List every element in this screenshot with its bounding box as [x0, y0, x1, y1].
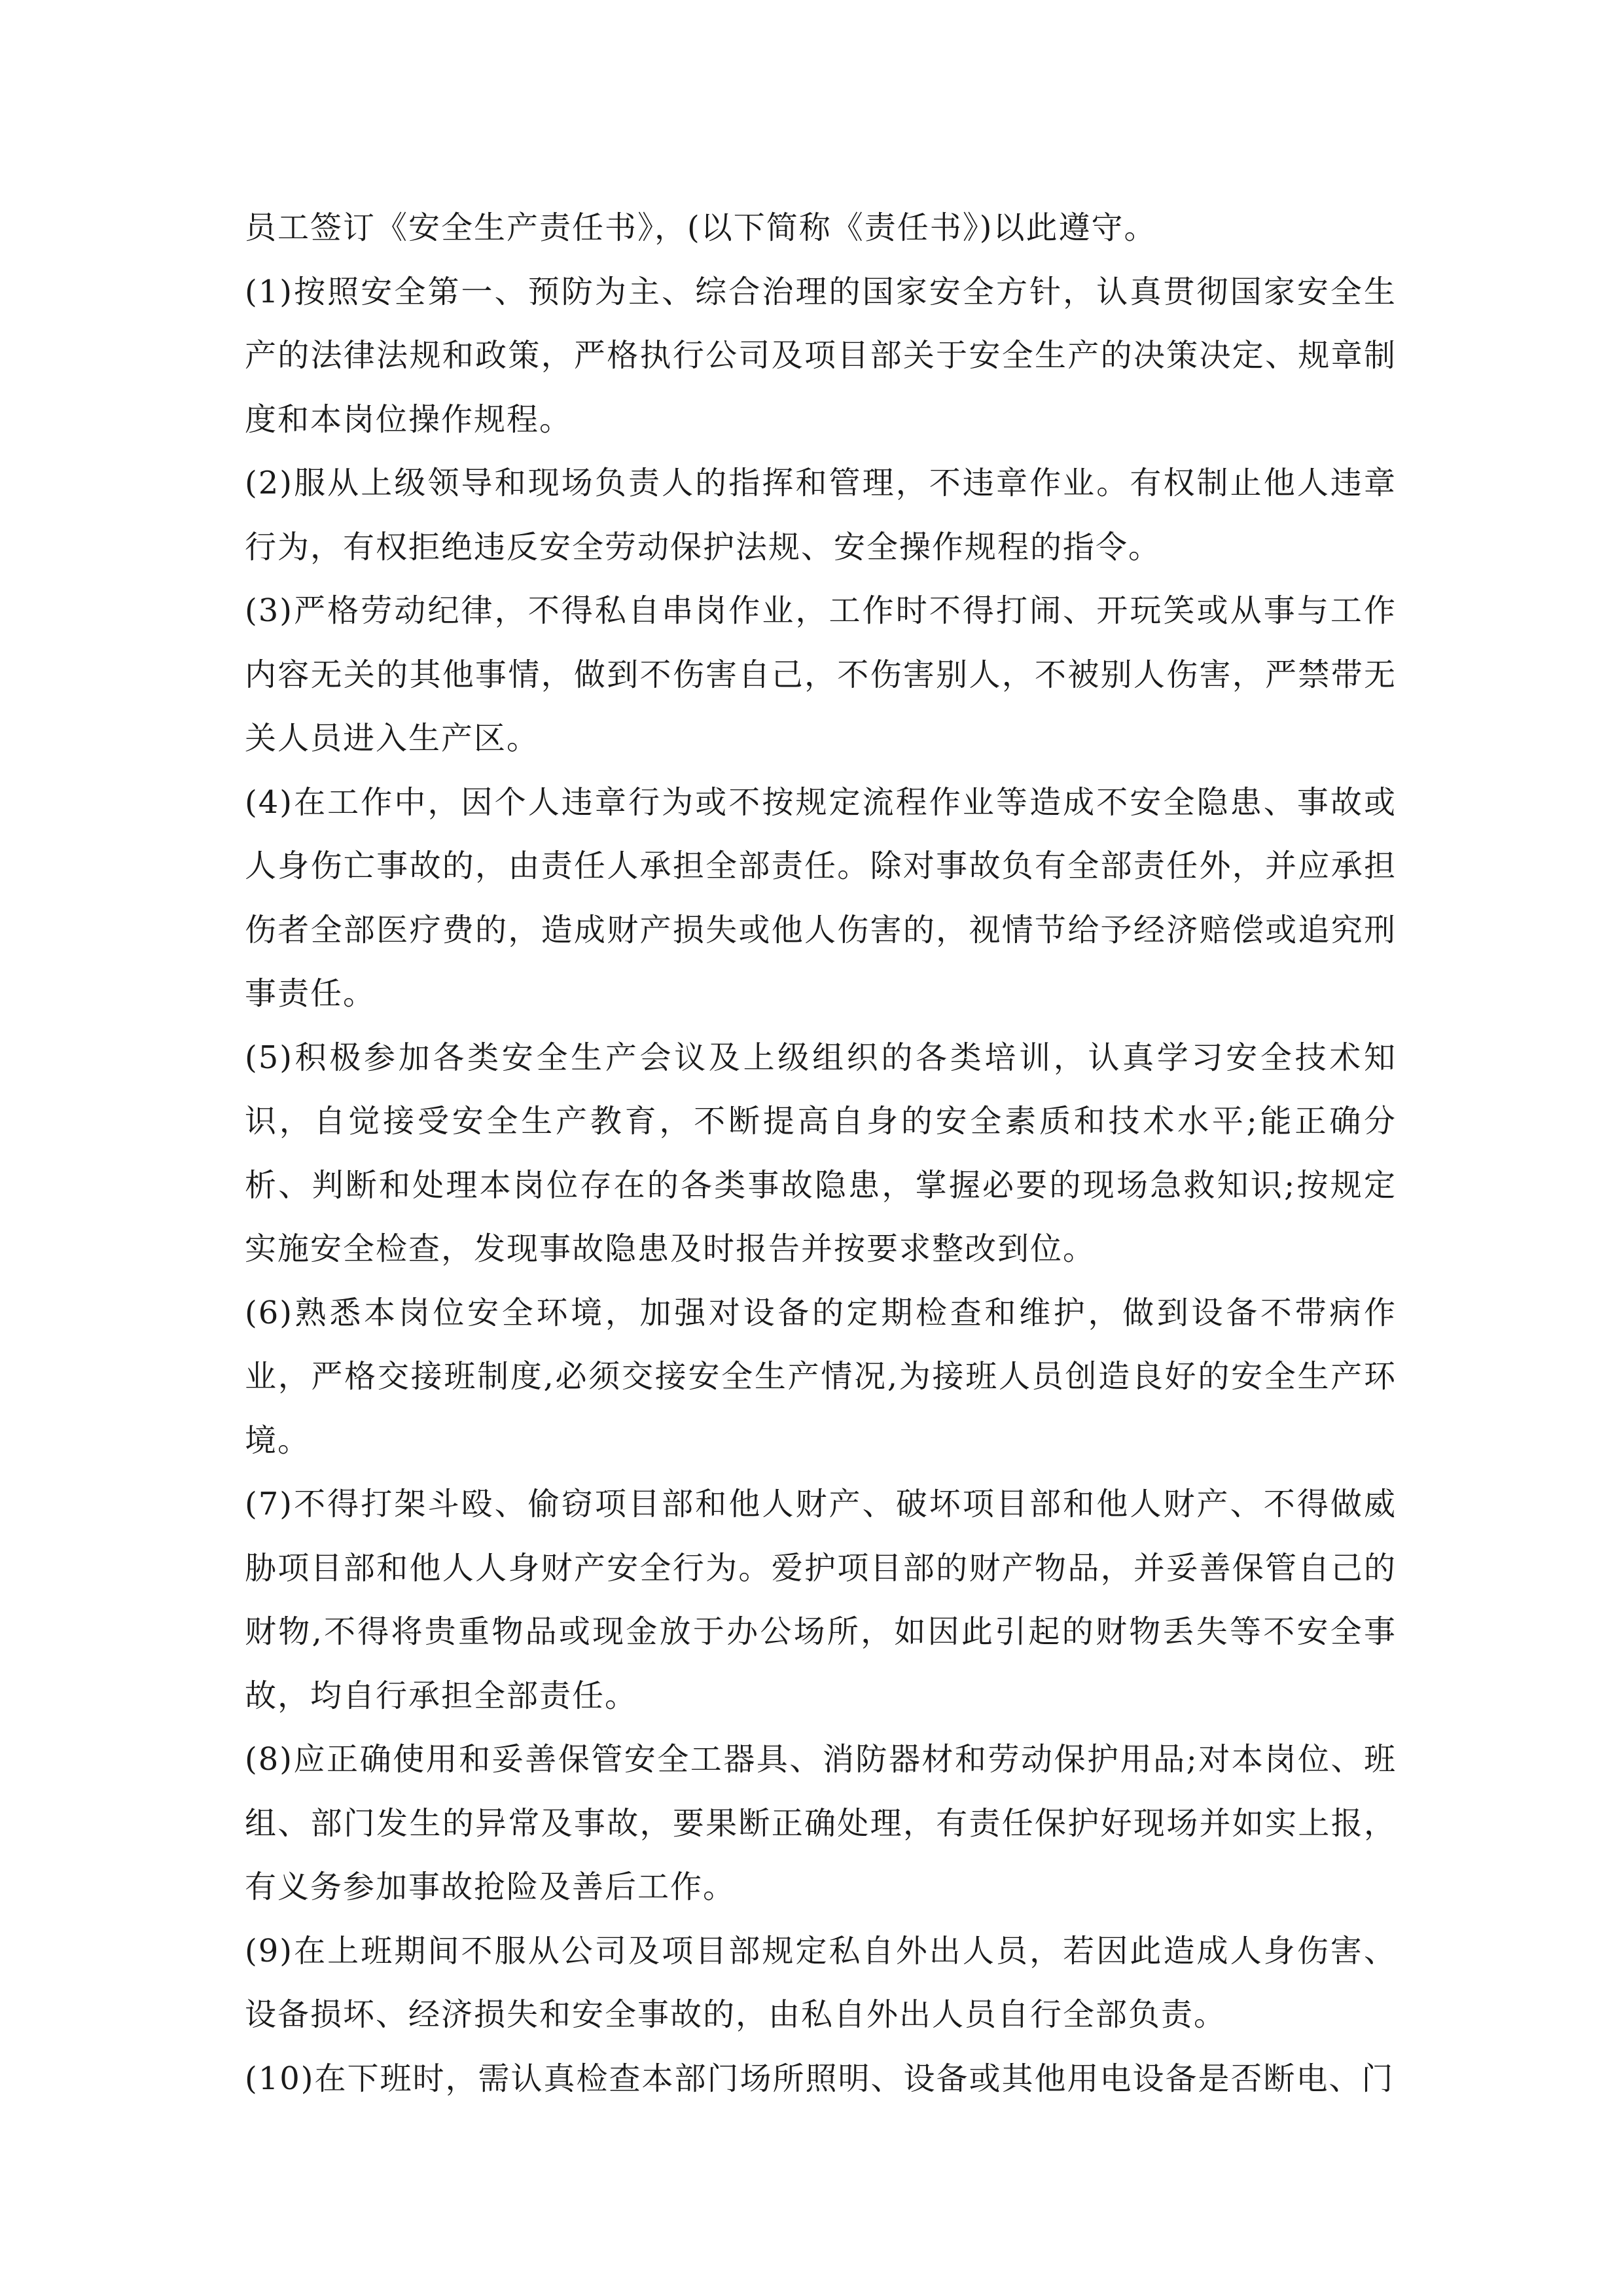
paragraph-clause-7: (7)不得打架斗殴、偷窃项目部和他人财产、破坏项目部和他人财产、不得做威胁项目部和他人人身财产安全行为。爱护项目部的财产物品，并妥善保管自己的财物,不得将贵重物品或现金放于办公场所，如因此引起的财物丢失等不安全事故，均自行承担全部责任。: [245, 1486, 1397, 1714]
paragraph-clause-4: (4)在工作中，因个人违章行为或不按规定流程作业等造成不安全隐患、事故或人身伤亡事故的，由责任人承担全部责任。除对事故负有全部责任外，并应承担伤者全部医疗费的，造成财产损失或他人伤害的，视情节给予经济赔偿或追究刑事责任。: [245, 783, 1397, 1012]
paragraph-clause-9: (9)在上班期间不服从公司及项目部规定私自外出人员，若因此造成人身伤害、设备损坏、经济损失和安全事故的，由私自外出人员自行全部负责。: [245, 1932, 1397, 2033]
paragraph-clause-2: (2)服从上级领导和现场负责人的指挥和管理，不违章作业。有权制止他人违章行为，有权拒绝违反安全劳动保护法规、安全操作规程的指令。: [245, 465, 1397, 565]
paragraph-clause-1: (1)按照安全第一、预防为主、综合治理的国家安全方针，认真贯彻国家安全生产的法律法规和政策，严格执行公司及项目部关于安全生产的决策决定、规章制度和本岗位操作规程。: [245, 273, 1397, 438]
paragraph-clause-8: (8)应正确使用和妥善保管安全工器具、消防器材和劳动保护用品;对本岗位、班组、部门发生的异常及事故，要果断正确处理，有责任保护好现场并如实上报，有义务参加事故抢险及善后工作。: [245, 1741, 1397, 1905]
paragraph-clause-10: (10)在下班时，需认真检查本部门场所照明、设备或其他用电设备是否断电、门: [245, 2060, 1395, 2097]
paragraph-intro: 员工签订《安全生产责任书》，(以下简称《责任书》)以此遵守。: [245, 209, 1157, 246]
paragraph-clause-5: (5)积极参加各类安全生产会议及上级组织的各类培训，认真学习安全技术知识，自觉接受安全生产教育，不断提高自身的安全素质和技术水平;能正确分析、判断和处理本岗位存在的各类事故隐患，掌握必要的现场急救知识;按规定实施安全检查，发现事故隐患及时报告并按要求整改到位。: [245, 1039, 1397, 1267]
paragraph-clause-6: (6)熟悉本岗位安全环境，加强对设备的定期检查和维护，做到设备不带病作业，严格交接班制度,必须交接安全生产情况,为接班人员创造良好的安全生产环境。: [245, 1294, 1397, 1459]
paragraph-clause-3: (3)严格劳动纪律，不得私自串岗作业，工作时不得打闹、开玩笑或从事与工作内容无关的其他事情，做到不伤害自己，不伤害别人，不被别人伤害，严禁带无关人员进入生产区。: [245, 592, 1397, 757]
document-body: [245, 196, 1397, 2111]
